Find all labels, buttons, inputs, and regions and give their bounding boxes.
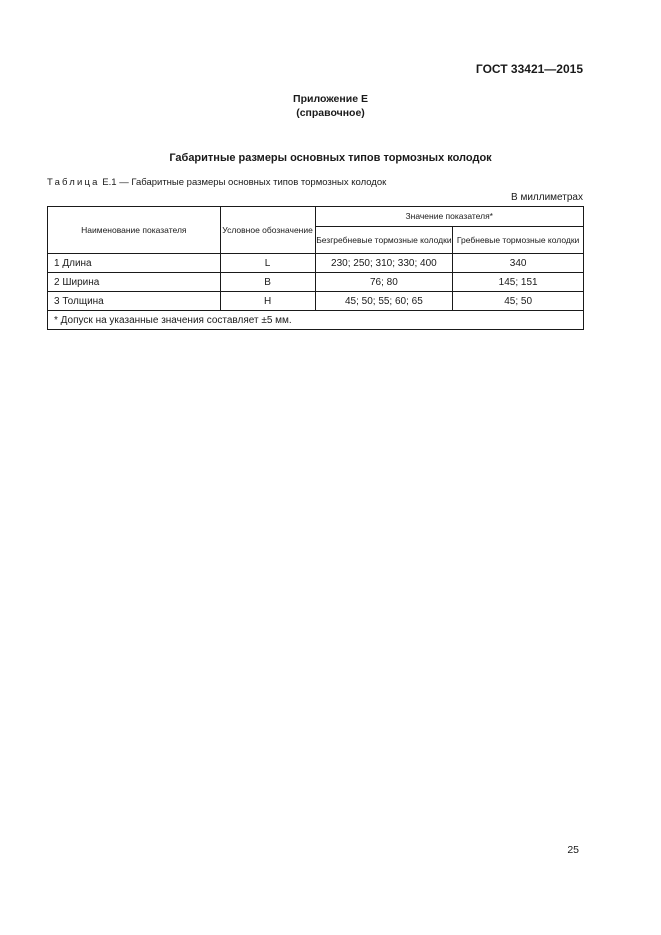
table-caption-word: Таблица (47, 177, 100, 188)
row-name: 2 Ширина (48, 273, 221, 292)
annex-kind: (справочное) (296, 107, 365, 119)
row-value-flanged: 340 (453, 254, 584, 273)
table-caption (47, 177, 386, 188)
row-symbol: H (220, 292, 315, 311)
table-row (48, 254, 584, 273)
section-heading: Габаритные размеры основных типов тормозных колодок (169, 152, 492, 164)
header-value-flanged: Гребневые тормозные колодки (453, 227, 584, 254)
row-name: 1 Длина (48, 254, 221, 273)
header-symbol: Условное обозначение (220, 207, 315, 254)
table-footnote-row (48, 311, 584, 330)
standard-code: ГОСТ 33421—2015 (475, 62, 583, 76)
row-name: 3 Толщина (48, 292, 221, 311)
page-number: 25 (567, 844, 579, 856)
row-value-flangeless: 230; 250; 310; 330; 400 (315, 254, 453, 273)
table-units: В миллиметрах (511, 192, 583, 203)
header-name: Наименование показателя (48, 207, 221, 254)
row-symbol: L (220, 254, 315, 273)
row-value-flangeless: 76; 80 (315, 273, 453, 292)
row-value-flanged: 45; 50 (453, 292, 584, 311)
table-row (48, 292, 584, 311)
table-caption-text: Е.1 — Габаритные размеры основных типов тормозных колодок (102, 177, 387, 188)
row-value-flangeless: 45; 50; 55; 60; 65 (315, 292, 453, 311)
table-row (48, 273, 584, 292)
annex-header (0, 92, 661, 120)
row-value-flanged: 145; 151 (453, 273, 584, 292)
annex-title: Приложение Е (293, 93, 368, 105)
table-footnote: * Допуск на указанные значения составляет ±5 мм. (48, 311, 584, 330)
dimensions-table (47, 206, 584, 330)
header-value-flangeless: Безгребневые тормозные колодки (315, 227, 453, 254)
header-value: Значение показателя* (315, 207, 584, 227)
row-symbol: B (220, 273, 315, 292)
